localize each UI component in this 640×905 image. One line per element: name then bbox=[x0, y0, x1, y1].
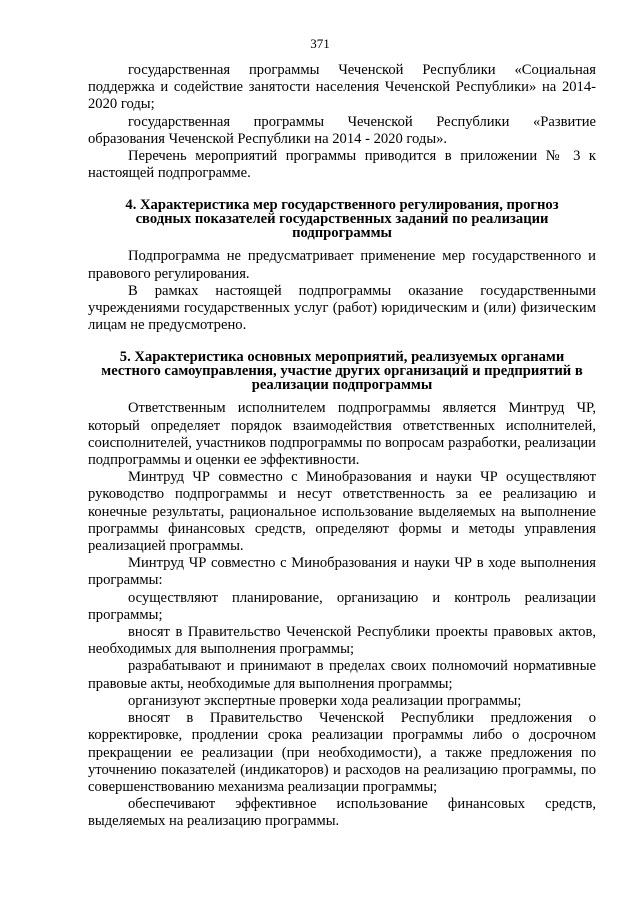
paragraph: Перечень мероприятий программы приводится в приложении № 3 к настоящей подпрограмме. bbox=[88, 148, 596, 182]
paragraph: осуществляют планирование, организацию и контроль реализации программы; bbox=[88, 589, 596, 623]
section-heading-line: местного самоуправления, участие других организаций и предприятий в bbox=[101, 363, 583, 380]
paragraph: Подпрограмма не предусматривает применение мер государственного и правового регулирования. bbox=[88, 248, 596, 282]
section-heading-line: подпрограммы bbox=[292, 225, 392, 242]
section-4-heading bbox=[88, 198, 596, 240]
paragraph: вносят в Правительство Чеченской Республики предложения о корректировке, продлении срока реализации программы либо о досрочном прекращении ее реализации (при необходимости), а также предложения по уточнению показателей (индикаторов) и расходов на реализацию программы, по совершенствованию механизма реализации программы; bbox=[88, 710, 596, 795]
paragraph: государственная программы Чеченской Республики «Социальная поддержка и содействие занятости населения Чеченской Республики» на 2014-2020 годы; bbox=[88, 62, 596, 113]
section-heading-line: 5. Характеристика основных мероприятий, реализуемых органами bbox=[119, 349, 565, 366]
paragraph: В рамках настоящей подпрограммы оказание государственными учреждениями государственных услуг (работ) юридическим и (или) физическим лицам не предусмотрено. bbox=[88, 282, 596, 334]
document-body bbox=[88, 62, 596, 831]
paragraph: вносят в Правительство Чеченской Республики проекты правовых актов, необходимых для выполнения программы; bbox=[88, 624, 596, 658]
section-heading-line: 4. Характеристика мер государственного регулирования, прогноз bbox=[125, 197, 559, 214]
paragraph: обеспечивают эффективное использование финансовых средств, выделяемых на реализацию программы. bbox=[88, 796, 596, 830]
section-5-heading bbox=[88, 350, 596, 392]
paragraph: Минтруд ЧР совместно с Минобразования и науки ЧР осуществляют руководство подпрограммы и несут ответственность за ее реализацию и конечные результаты, рациональное использование выделяемых на выполнение программы финансовых средств, определяют формы и методы управления реализацией программы. bbox=[88, 469, 596, 555]
paragraph: государственная программы Чеченской Республики «Развитие образования Чеченской Республики на 2014 - 2020 годы». bbox=[88, 113, 596, 147]
page-number: 371 bbox=[310, 36, 330, 51]
section-heading-line: реализации подпрограммы bbox=[251, 377, 433, 394]
paragraph: Ответственным исполнителем подпрограммы является Минтруд ЧР, который определяет порядок взаимодействия ответственных исполнителей, соисполнителей, участников подпрограммы по вопросам разработки, реализации подпрограммы и оценки ее эффективности. bbox=[88, 400, 596, 469]
paragraph: разрабатывают и принимают в пределах своих полномочий нормативные правовые акты, необходимые для выполнения программы; bbox=[88, 658, 596, 692]
paragraph: Минтруд ЧР совместно с Минобразования и науки ЧР в ходе выполнения программы: bbox=[88, 555, 596, 589]
paragraph: организуют экспертные проверки хода реализации программы; bbox=[128, 692, 522, 709]
section-heading-line: сводных показателей государственных заданий по реализации bbox=[135, 211, 549, 228]
